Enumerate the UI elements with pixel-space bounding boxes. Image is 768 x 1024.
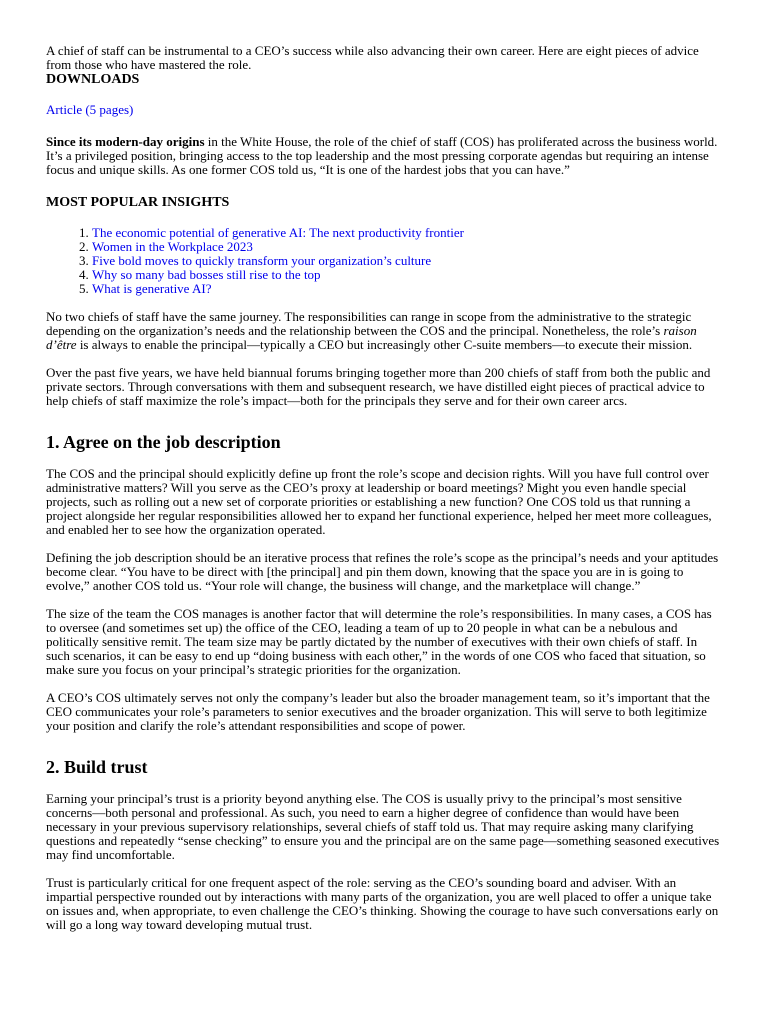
list-item xyxy=(92,254,722,268)
lead-bold-text: Since its modern-day origins xyxy=(46,134,205,149)
intro-text: A chief of staff can be instrumental to a CEO’s success while also advancing their own career. Here are eight pieces of advice from those who have mastered the role. xyxy=(46,43,699,72)
popular-insight-link[interactable]: Women in the Workplace 2023 xyxy=(92,239,253,254)
section-1-heading: 1. Agree on the job description xyxy=(46,432,281,452)
list-item xyxy=(92,226,722,240)
section-2-paragraph: Earning your principal’s trust is a priority beyond anything else. The COS is usually privy to the principal’s most sensitive concerns—both personal and professional. As such, you need to earn a higher degree of confidence than would have been necessary in your previous supervisory relationships, several chiefs of staff told us. That may require asking many clarifying questions and repeatedly “sense checking” to ensure you and the principal are on the same page—something seasoned executives may find uncomfortable. xyxy=(46,791,720,862)
section-1-paragraph: The COS and the principal should explicitly define up front the role’s scope and decision rights. Will you have full control over administrative matters? Will you serve as the CEO’s proxy at leadership or board meetings? Might you even handle special projects, such as rolling out a new set of corporate priorities or establishing a new function? One COS told us that running a project alongside her regular responsibilities allowed her to expand her functional experience, helped her meet more colleagues, and enabled her to see how the organization operated. xyxy=(46,466,712,537)
popular-insight-link[interactable]: What is generative AI? xyxy=(92,281,212,296)
section-2-paragraph: Trust is particularly critical for one frequent aspect of the role: serving as the CEO’s sounding board and adviser. With an impartial perspective rounded out by interactions with many parts of the organization, you are well placed to offer a unique take on issues and, when appropriate, to even challenge the CEO’s thinking. Showing the courage to have such conversations early on will go a long way toward developing mutual trust. xyxy=(46,875,719,932)
journey-paragraph xyxy=(46,310,722,352)
section-1-paragraph: A CEO’s COS ultimately serves not only the company’s leader but also the broader management team, so it’s important that the CEO communicates your role’s parameters to senior executives and the broader organization. This will serve to both legitimize your position and clarify the role’s attendant responsibilities and scope of power. xyxy=(46,690,710,733)
popular-insights-heading: MOST POPULAR INSIGHTS xyxy=(46,195,230,210)
popular-insights-list xyxy=(46,226,722,296)
section-1-paragraph: Defining the job description should be an iterative process that refines the role’s scope as the principal’s needs and your aptitudes become clear. “You have to be direct with [the principal] and pin them down, knowing that the space you are in is going to evolve,” another COS told us. “Your role will change, the business will change, and the marketplace will change.” xyxy=(46,550,719,593)
journey-text-before: No two chiefs of staff have the same journey. The responsibilities can range in scope from the administrative to the strategic depending on the organization’s needs and the relationship between the COS and the principal. Nonetheless, the role’s xyxy=(46,309,692,338)
section-1-paragraph: The size of the team the COS manages is another factor that will determine the role’s responsibilities. In many cases, a COS has to oversee (and sometimes set up) the office of the CEO, leading a team of up to 20 people in what can be a nebulous and politically sensitive remit. The team size may be partly dictated by the number of executives with their own chiefs of staff. In such scenarios, it can be easy to end up “doing business with each other,” in the words of one COS who faced that situation, so make sure you focus on your principal’s strategic priorities for the organization. xyxy=(46,606,712,677)
list-item xyxy=(92,282,722,296)
lead-rest-text: in the White House, the role of the chief of staff (COS) has proliferated across the business world. It’s a privileged position, bringing access to the top leadership and the most pressing corporate agendas but requiring an intense focus and unique skills. As one former COS told us, “It is one of the hardest jobs that you can have.” xyxy=(46,134,718,177)
popular-insight-link[interactable]: Five bold moves to quickly transform your organization’s culture xyxy=(92,253,432,268)
downloads-heading: DOWNLOADS xyxy=(46,72,140,87)
popular-insight-link[interactable]: The economic potential of generative AI: The next productivity frontier xyxy=(92,225,464,240)
journey-text-italic: raison d’être xyxy=(46,323,697,352)
popular-insight-link[interactable]: Why so many bad bosses still rise to the top xyxy=(92,267,321,282)
forums-paragraph: Over the past five years, we have held biannual forums bringing together more than 200 chiefs of staff from both the public and private sectors. Through conversations with them and subsequent research, we have distilled eight pieces of practical advice to help chiefs of staff maximize the role’s impact—both for the principals they serve and for their own career arcs. xyxy=(46,365,711,408)
list-item xyxy=(92,240,722,254)
list-item xyxy=(92,268,722,282)
lead-paragraph xyxy=(46,135,722,177)
article-download-link[interactable]: Article (5 pages) xyxy=(46,102,134,117)
journey-text-after: is always to enable the principal—typically a CEO but increasingly other C-suite members—to execute their mission. xyxy=(76,337,693,352)
section-2-heading: 2. Build trust xyxy=(46,757,148,777)
